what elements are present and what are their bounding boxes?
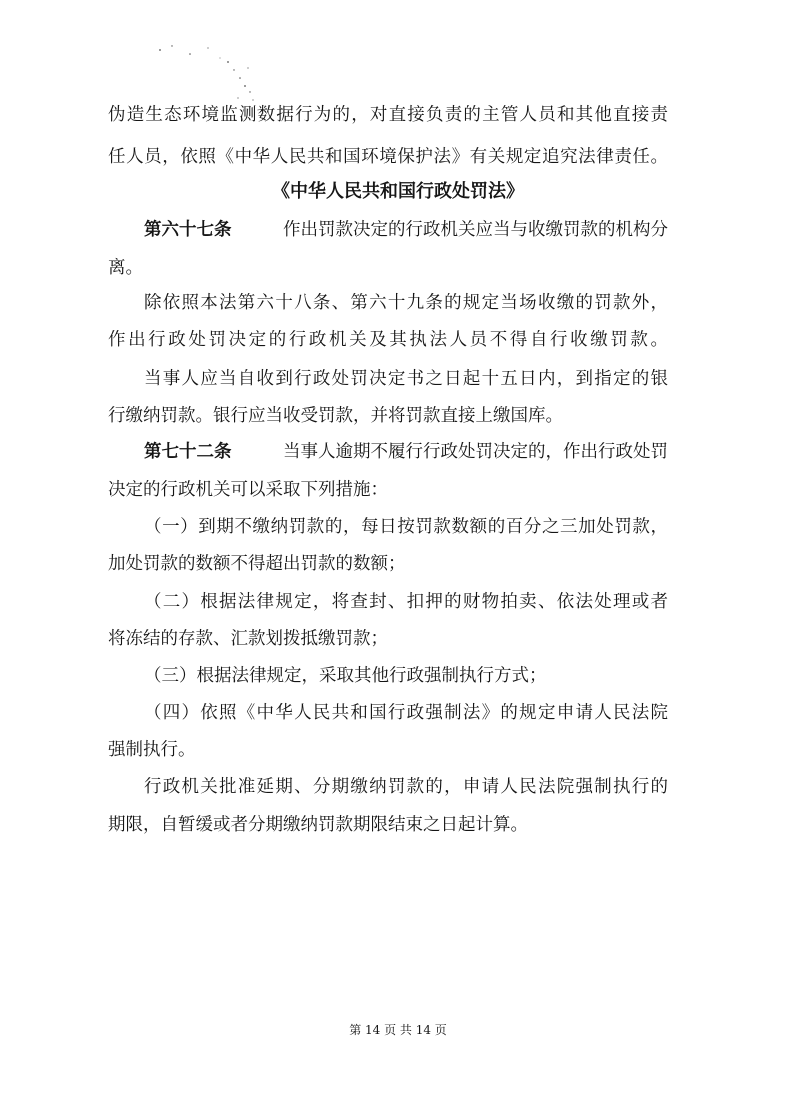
body-line: 加处罚款的数额不得超出罚款的数额；	[108, 554, 406, 574]
body-line: 任人员，依照《中华人民共和国环境保护法》有关规定追究法律责任。	[108, 147, 668, 167]
body-line: 将冻结的存款、汇款划拨抵缴罚款；	[108, 629, 388, 649]
body-line: 作出行政处罚决定的行政机关及其执法人员不得自行收缴罚款。	[108, 330, 668, 350]
article-number: 第六十七条	[144, 220, 232, 240]
body-line: （四）依照《中华人民共和国行政强制法》的规定申请人民法院	[144, 703, 668, 723]
body-line: 决定的行政机关可以采取下列措施：	[108, 480, 388, 500]
body-line: 行政机关批准延期、分期缴纳罚款的，申请人民法院强制执行的	[144, 777, 668, 797]
page-footer: 第 14 页 共 14 页	[349, 1023, 447, 1037]
body-line: （一）到期不缴纳罚款的，每日按罚款数额的百分之三加处罚款，	[144, 517, 668, 537]
body-line: 当事人逾期不履行行政处罚决定的，作出行政处罚	[283, 442, 668, 462]
body-line: 行缴纳罚款。银行应当收受罚款，并将罚款直接上缴国库。	[108, 406, 563, 426]
body-line: 当事人应当自收到行政处罚决定书之日起十五日内，到指定的银	[144, 369, 668, 389]
article-72-first-line	[144, 440, 668, 464]
body-line: 除依照本法第六十八条、第六十九条的规定当场收缴的罚款外，	[144, 293, 668, 313]
body-line: 离。	[108, 258, 143, 278]
article-number: 第七十二条	[144, 442, 232, 462]
body-line: 作出罚款决定的行政机关应当与收缴罚款的机构分	[283, 220, 668, 240]
body-line: （二）根据法律规定，将查封、扣押的财物拍卖、依法处理或者	[144, 592, 668, 612]
body-line: 强制执行。	[108, 740, 196, 760]
body-line: 伪造生态环境监测数据行为的，对直接负责的主管人员和其他直接责	[108, 105, 668, 125]
article-67-first-line	[144, 218, 668, 242]
body-line: 期限，自暂缓或者分期缴纳罚款期限结束之日起计算。	[108, 815, 528, 835]
body-line: （三）根据法律规定，采取其他行政强制执行方式；	[144, 666, 547, 686]
section-title: 《中华人民共和国行政处罚法》	[272, 181, 524, 202]
